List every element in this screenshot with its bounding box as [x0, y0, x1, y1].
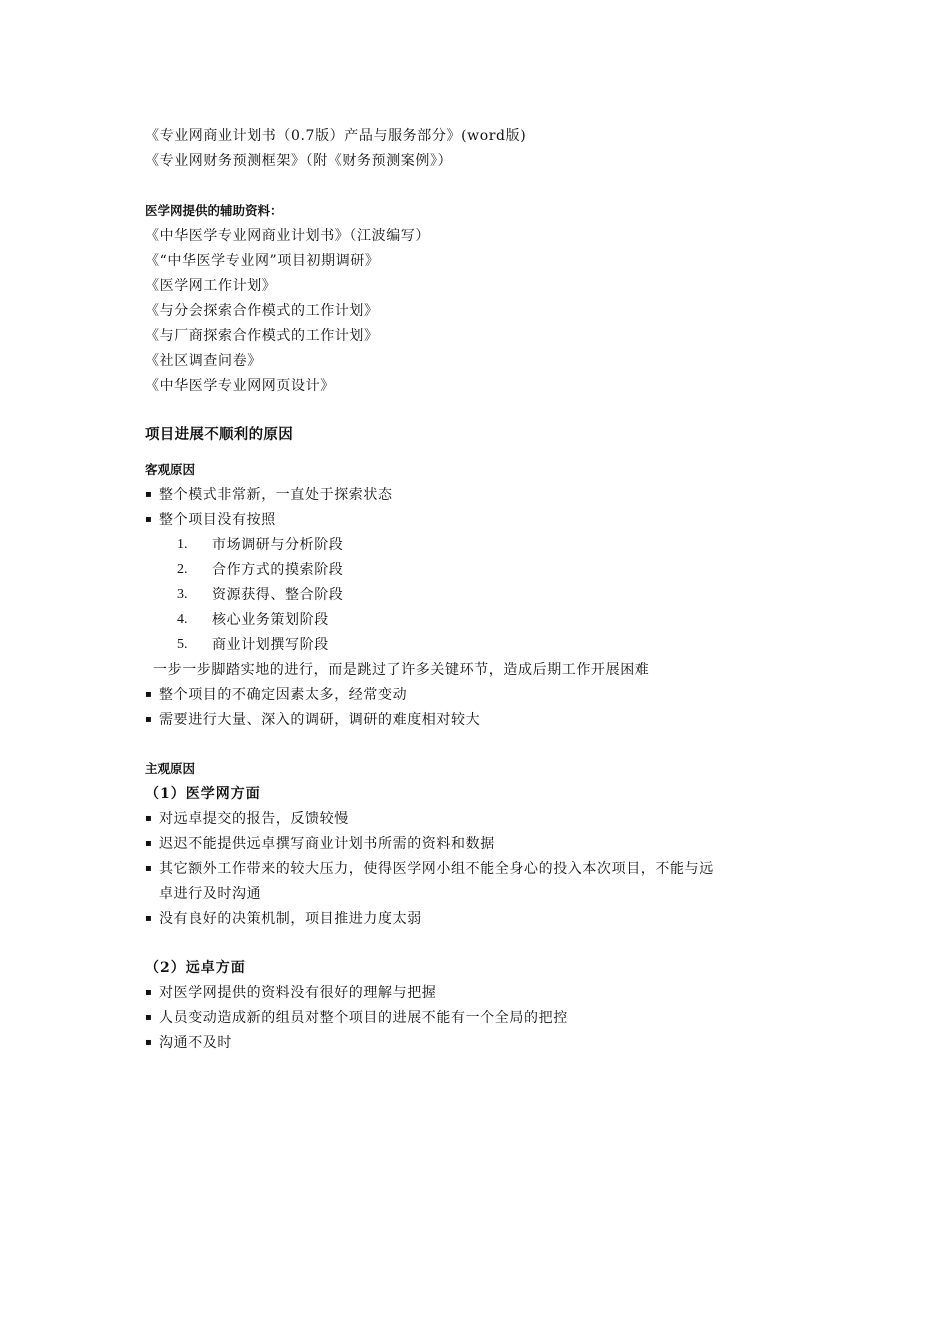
bullet-icon: ▪ [145, 863, 152, 874]
step-number: 5. [177, 637, 188, 652]
objective-bullet-3: 整个项目的不确定因素太多，经常变动 [159, 687, 408, 703]
objective-continuation: 一步一步脚踏实地的进行，而是跳过了许多关键环节，造成后期工作开展困难 [153, 662, 650, 678]
bullet-icon: ▪ [145, 714, 152, 725]
bullet-icon: ▪ [145, 489, 152, 500]
part1-bullet-2: 迟迟不能提供远卓撰写商业计划书所需的资料和数据 [159, 836, 495, 852]
objective-bullet-4: 需要进行大量、深入的调研，调研的难度相对较大 [159, 712, 481, 728]
bullet-icon: ▪ [145, 1012, 152, 1023]
part2-bullet-3: 沟通不及时 [159, 1035, 232, 1051]
bullet-icon: ▪ [145, 1037, 152, 1048]
objective-bullet-2: 整个项目没有按照 [159, 512, 276, 528]
part1-bullet-1: 对远卓提交的报告，反馈较慢 [159, 811, 349, 827]
step-text: 资源获得、整合阶段 [212, 587, 344, 603]
aux-item-4: 《与分会探索合作模式的工作计划》 [145, 303, 379, 319]
step-text: 商业计划撰写阶段 [212, 637, 329, 653]
subjective-part1-heading: （1）医学网方面 [145, 786, 261, 802]
reasons-title: 项目进展不顺利的原因 [145, 427, 293, 443]
aux-item-7: 《中华医学专业网网页设计》 [145, 378, 335, 394]
aux-item-5: 《与厂商探索合作模式的工作计划》 [145, 328, 379, 344]
part1-bullet-3-line2: 卓进行及时沟通 [159, 886, 262, 902]
step-number: 1. [177, 537, 188, 552]
objective-heading: 客观原因 [145, 462, 196, 477]
subjective-part2-heading: （2）远卓方面 [145, 960, 246, 976]
step-text: 市场调研与分析阶段 [212, 537, 344, 553]
aux-item-2: 《“中华医学专业网”项目初期调研》 [145, 253, 380, 269]
bullet-icon: ▪ [145, 987, 152, 998]
subjective-heading: 主观原因 [145, 761, 196, 776]
step-text: 核心业务策划阶段 [212, 612, 329, 628]
aux-heading: 医学网提供的辅助资料： [145, 203, 283, 218]
aux-item-6: 《社区调查问卷》 [145, 353, 262, 369]
bullet-icon: ▪ [145, 514, 152, 525]
step-number: 3. [177, 587, 188, 602]
part2-bullet-1: 对医学网提供的资料没有很好的理解与把握 [159, 985, 437, 1001]
part1-bullet-3-line1: 其它额外工作带来的较大压力，使得医学网小组不能全身心的投入本次项目，不能与远 [159, 861, 714, 877]
plan-doc-2: 《专业网财务预测框架》（附《财务预测案例》） [145, 153, 453, 169]
part1-bullet-4: 没有良好的决策机制，项目推进力度太弱 [159, 911, 422, 927]
aux-item-3: 《医学网工作计划》 [145, 278, 277, 294]
step-number: 4. [177, 612, 188, 627]
plan-doc-1: 《专业网商业计划书（0.7版）产品与服务部分》(word版) [145, 128, 527, 144]
part2-bullet-2: 人员变动造成新的组员对整个项目的进展不能有一个全局的把控 [159, 1010, 568, 1026]
bullet-icon: ▪ [145, 838, 152, 849]
objective-bullet-1: 整个模式非常新，一直处于探索状态 [159, 487, 393, 503]
aux-item-1: 《中华医学专业网商业计划书》（江波编写） [145, 228, 430, 244]
step-text: 合作方式的摸索阶段 [212, 562, 344, 578]
step-number: 2. [177, 562, 188, 577]
bullet-icon: ▪ [145, 689, 152, 700]
bullet-icon: ▪ [145, 813, 152, 824]
bullet-icon: ▪ [145, 913, 152, 924]
